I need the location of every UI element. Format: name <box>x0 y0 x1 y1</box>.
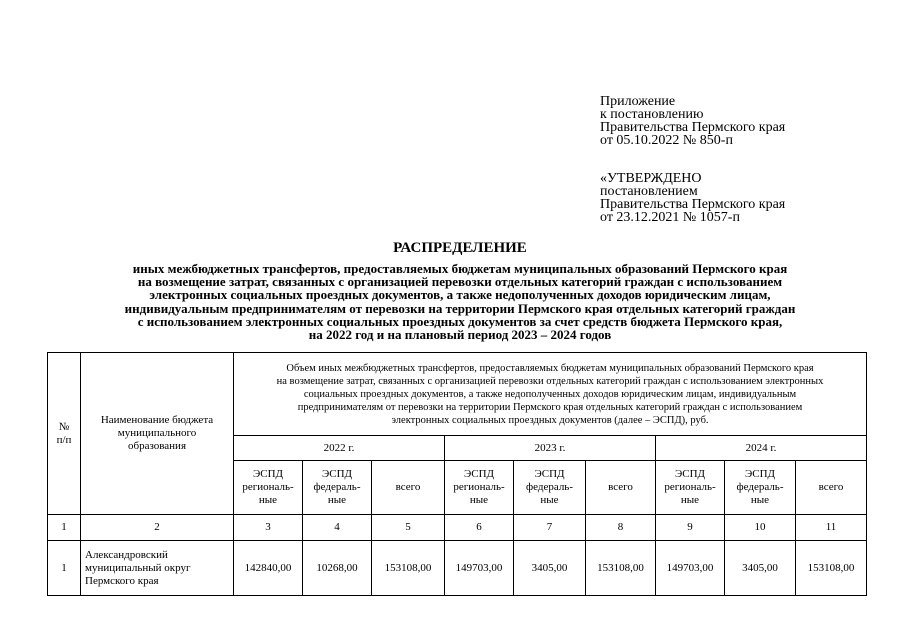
document-subtitle <box>0 262 905 341</box>
approved-line: постановлением <box>600 184 698 199</box>
value-cell: 10268,00 <box>303 541 372 596</box>
row-number: 1 <box>48 541 81 596</box>
column-number: 3 <box>234 515 303 541</box>
approved-line: от 23.12.2021 № 1057-п <box>600 210 740 225</box>
value-cell: 149703,00 <box>656 541 725 596</box>
column-number: 4 <box>303 515 372 541</box>
header-regional: ЭСПД региональ- ные <box>656 461 725 515</box>
column-number: 11 <box>796 515 867 541</box>
municipality-name: Александровский муниципальный округ Пермского края <box>81 541 234 596</box>
column-number: 10 <box>725 515 796 541</box>
header-regional: ЭСПД региональ- ные <box>445 461 514 515</box>
header-year-2023: 2023 г. <box>445 436 656 461</box>
appendix-line: Приложение <box>600 94 676 109</box>
document-heading: РАСПРЕДЕЛЕНИЕ <box>393 240 527 256</box>
approved-line: «УТВЕРЖДЕНО <box>600 171 702 186</box>
header-federal: ЭСПД федераль- ные <box>725 461 796 515</box>
approved-stamp <box>600 172 785 224</box>
header-year-2022: 2022 г. <box>234 436 445 461</box>
subtitle-line: электронных социальных проездных документов, а также недополученных доходов юридическим лицам, <box>149 287 771 303</box>
column-number: 6 <box>445 515 514 541</box>
header-federal: ЭСПД федераль- ные <box>514 461 586 515</box>
distribution-table <box>47 352 867 596</box>
header-name: Наименование бюджета муниципального образования <box>81 353 234 515</box>
value-cell: 142840,00 <box>234 541 303 596</box>
header-total: всего <box>796 461 867 515</box>
column-number: 2 <box>81 515 234 541</box>
appendix-stamp <box>600 95 785 147</box>
subtitle-line: на возмещение затрат, связанных с организацией перевозки отдельных категорий граждан с использованием <box>137 274 783 290</box>
header-federal: ЭСПД федераль- ные <box>303 461 372 515</box>
appendix-line: к постановлению <box>600 107 704 122</box>
appendix-line: от 05.10.2022 № 850-п <box>600 133 733 148</box>
column-number-row <box>48 515 867 541</box>
value-cell: 3405,00 <box>725 541 796 596</box>
subtitle-line: индивидуальным предпринимателям от перевозки на территории Пермского края отдельных категорий граждан <box>124 300 796 316</box>
column-number: 5 <box>372 515 445 541</box>
header-volume: Объем иных межбюджетных трансфертов, предоставляемых бюджетам муниципальных образований Пермского края на возмещение затрат, связанных с организацией перевозки отдельных категорий граждан с использованием электронных социальных проездных документов, а также недополученных доходов юридическим лицам, индивидуальным предпринимателям от перевозки на территории Пермского края отдельных категорий граждан с использованием электронных социальных проездных документов (далее – ЭСПД), руб. <box>234 353 867 436</box>
column-number: 8 <box>586 515 656 541</box>
value-cell: 153108,00 <box>796 541 867 596</box>
subtitle-line: иных межбюджетных трансфертов, предоставляемых бюджетам муниципальных образований Пермского края <box>132 261 788 276</box>
value-cell: 153108,00 <box>372 541 445 596</box>
subtitle-line: с использованием электронных социальных проездных документов за счет средств бюджета Пермского края, <box>137 313 783 329</box>
header-total: всего <box>372 461 445 515</box>
value-cell: 3405,00 <box>514 541 586 596</box>
header-year-2024: 2024 г. <box>656 436 867 461</box>
appendix-line: Правительства Пермского края <box>600 120 786 135</box>
value-cell: 149703,00 <box>445 541 514 596</box>
header-number: № п/п <box>48 353 81 515</box>
table-row <box>48 541 867 596</box>
column-number: 1 <box>48 515 81 541</box>
value-cell: 153108,00 <box>586 541 656 596</box>
header-total: всего <box>586 461 656 515</box>
column-number: 9 <box>656 515 725 541</box>
column-number: 7 <box>514 515 586 541</box>
subtitle-line: на 2022 год и на плановый период 2023 – 2024 годов <box>308 327 612 343</box>
approved-line: Правительства Пермского края <box>600 197 786 212</box>
header-regional: ЭСПД региональ- ные <box>234 461 303 515</box>
